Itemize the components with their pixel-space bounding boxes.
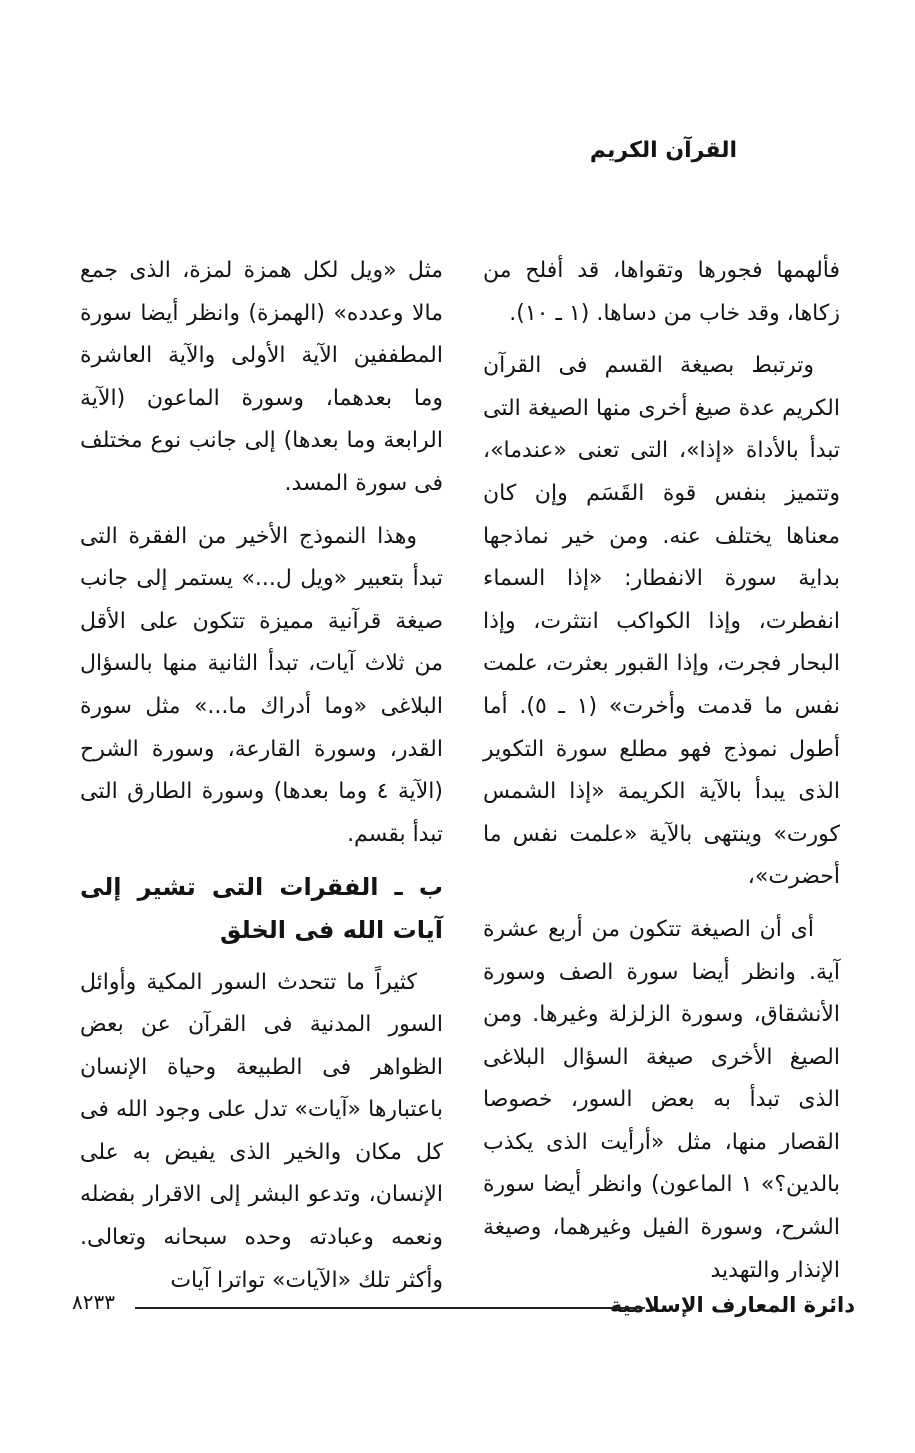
page-number: ٨٢٣٣ — [72, 1290, 115, 1314]
running-header: القرآن الكريم — [589, 138, 737, 163]
footer-rule — [135, 1307, 645, 1309]
paragraph: أى أن الصيغة تتكون من أربع عشرة آية. وانظر أيضا سورة الصف وسورة الأنشقاق، وسورة الزلزلة وغيرها. ومن الصيغ الأخرى صيغة السؤال البلاغى الذى تبدأ به بعض السور، خصوصا القصار منها، مثل «أرأيت الذى يكذب بالدين؟» ١ الماعون) وانظر أيضا سورة الشرح، وسورة الفيل وغيرهما، وصيغة الإنذار والتهديد — [483, 916, 840, 1283]
paragraph: فألهمها فجورها وتقواها، قد أفلح من زكاها، وقد خاب من دساها. (١ ـ ١٠). — [483, 258, 840, 326]
paragraph: وهذا النموذج الأخير من الفقرة التى تبدأ بتعبير «ويل ل...» يستمر إلى جانب صيغة قرآنية مميزة تتكون على الأقل من ثلاث آيات، تبدأ الثانية منها بالسؤال البلاغى «وما أدراك ما...» مثل سورة القدر، وسورة القارعة، وسورة الشرح (الآية ٤ وما بعدها) وسورة الطارق التى تبدأ بقسم. — [80, 523, 443, 847]
paragraph: كثيراً ما تتحدث السور المكية وأوائل السور المدنية فى القرآن عن بعض الظواهر فى الطبيعة وحياة الإنسان باعتبارها «آيات» تدل على وجود الله فى كل مكان والخير الذى يفيض به على الإنسان، وتدعو البشر إلى الاقرار بفضله ونعمه وعبادته وحده سبحانه وتعالى. وأكثر تلك «الآيات» تواترا آيات — [80, 969, 443, 1293]
left-column — [80, 250, 443, 1312]
paragraph: وترتبط بصيغة القسم فى القرآن الكريم عدة صيغ أخرى منها الصيغة التى تبدأ بالأداة «إذا»، التى تعنى «عندما»، وتتميز بنفس قوة القَسَم وإن كان معناها يختلف عنه. ومن خير نماذجها بداية سورة الانفطار: «إذا السماء انفطرت، وإذا الكواكب انتثرت، وإذا البحار فجرت، وإذا القبور بعثرت، علمت نفس ما قدمت وأخرت» (١ ـ ٥). أما أطول نموذج فهو مطلع سورة التكوير الذى يبدأ بالآية الكريمة «إذا الشمس كورت» وينتهى بالآية «علمت نفس ما أحضرت»، — [483, 353, 841, 890]
section-heading: ب ـ الفقرات التى تشير إلى آيات الله فى الخلق — [80, 873, 443, 944]
paragraph: مثل «ويل لكل همزة لمزة، الذى جمع مالا وعدده» (الهمزة) وانظر أيضا سورة المطففين الآية الأولى والآية العاشرة وما بعدهما، وسورة الماعون (الآية الرابعة وما بعدها) إلى جانب نوع مختلف فى سورة المسد. — [80, 258, 443, 496]
footer-publication-title: دائرة المعارف الإسلامية — [609, 1293, 855, 1317]
right-column — [483, 250, 840, 1302]
